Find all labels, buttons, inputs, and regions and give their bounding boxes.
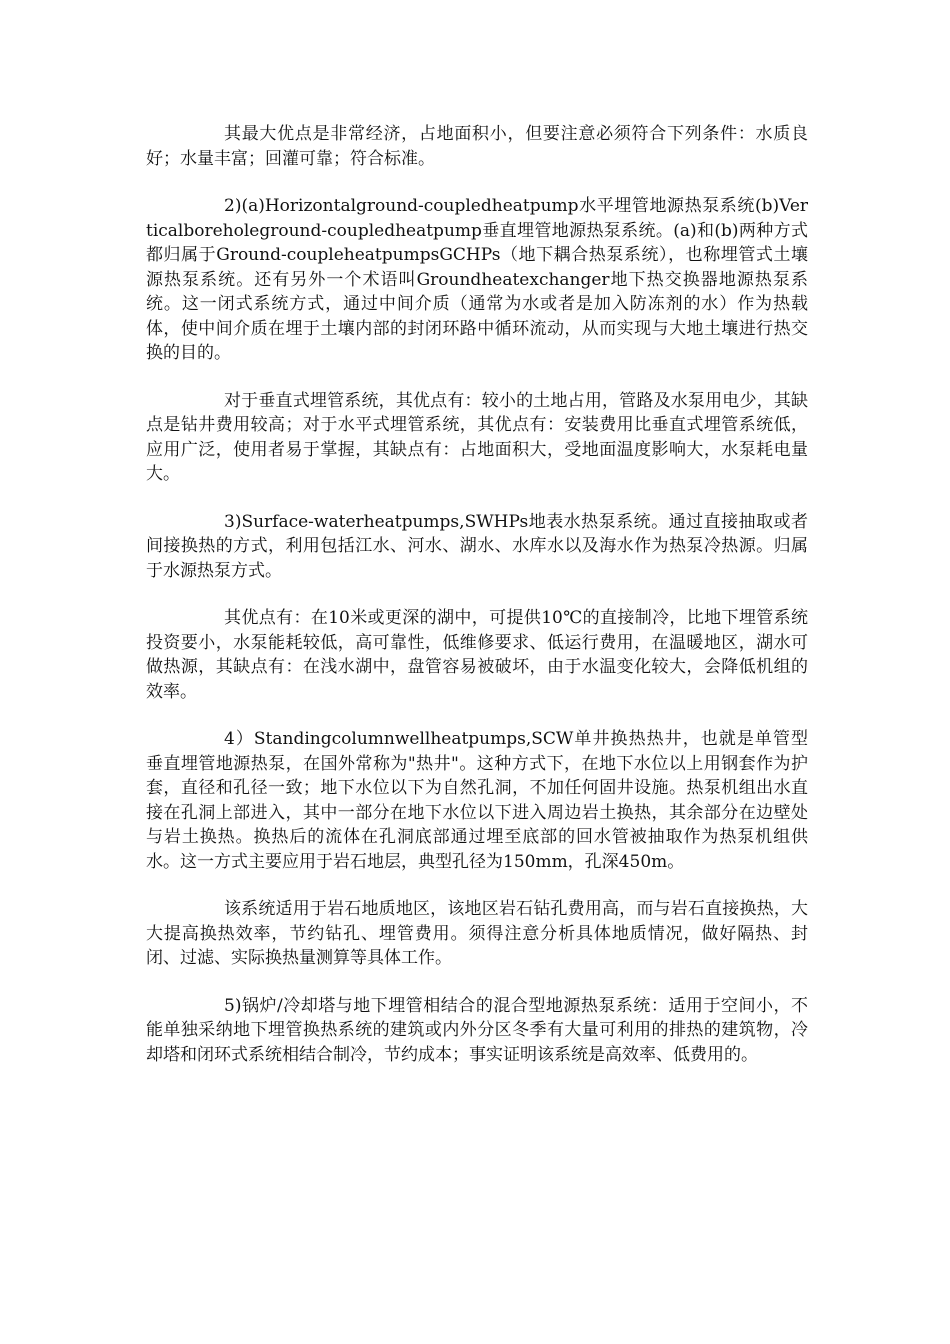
paragraph-vertical-horizontal-comparison: 对于垂直式埋管系统，其优点有：较小的土地占用，管路及水泵用电少，其缺点是钻井费用较高；对于水平式埋管系统，其优点有：安装费用比垂直式埋管系统低，应用广泛，使用者易于掌握，其缺点有：占地面积大，受地面温度影响大，水泵耗电量大。 [146,390,808,484]
paragraph-surface-water-heat-pumps: 3)Surface-waterheatpumps,SWHPs地表水热泵系统。通过直接抽取或者间接换热的方式，利用包括江水、河水、湖水、水库水以及海水作为热泵冷热源。归属于水源热泵方式。 [146,511,808,581]
paragraph-hybrid-system: 5)锅炉/冷却塔与地下埋管相结合的混合型地源热泵系统：适用于空间小，不能单独采纳地下埋管换热系统的建筑或内外分区冬季有大量可利用的排热的建筑物，冷却塔和闭环式系统相结合制冷，节约成本；事实证明该系统是高效率、低费用的。 [146,995,808,1065]
paragraph-ground-coupled-systems: 2)(a)Horizontalground-coupledheatpump水平埋管地源热泵系统(b)Verticalboreholeground-coupledheatpump垂直埋管地源热泵系统。(a)和(b)两种方式都归属于Ground-coupleheatpumpsGCHPs（地下耦合热泵系统），也称埋管式土壤源热泵系统。还有另外一个术语叫Groundheatexchanger地下热交换器地源热泵系统。这一闭式系统方式，通过中间介质（通常为水或者是加入防冻剂的水）作为热载体，使中间介质在埋于土壤内部的封闭环路中循环流动，从而实现与大地土壤进行热交换的目的。 [146,196,808,363]
paragraph-water-source-advantages: 其最大优点是非常经济，占地面积小，但要注意必须符合下列条件：水质良好；水量丰富；回灌可靠；符合标准。 [146,124,808,169]
paragraph-lake-advantages: 其优点有：在10米或更深的湖中，可提供10℃的直接制冷，比地下埋管系统投资要小，水泵能耗较低，高可靠性，低维修要求、低运行费用，在温暖地区，湖水可做热源，其缺点有：在浅水湖中，盘管容易被破坏，由于水温变化较大，会降低机组的效率。 [146,608,808,702]
document-body [146,122,808,1090]
paragraph-rock-geology-application: 该系统适用于岩石地质地区，该地区岩石钻孔费用高，而与岩石直接换热，大大提高换热效率，节约钻孔、埋管费用。须得注意分析具体地质情况，做好隔热、封闭、过滤、实际换热量测算等具体工作。 [146,899,808,968]
paragraph-standing-column-well: 4）Standingcolumnwellheatpumps,SCW单井换热热井，也就是单管型垂直埋管地源热泵，在国外常称为"热井"。这种方式下，在地下水位以上用钢套作为护套，直径和孔径一致；地下水位以下为自然孔洞，不加任何固井设施。热泵机组出水直接在孔洞上部进入，其中一部分在地下水位以下进入周边岩土换热，其余部分在边壁处与岩土换热。换热后的流体在孔洞底部通过埋至底部的回水管被抽取作为热泵机组供水。这一方式主要应用于岩石地层，典型孔径为150mm，孔深450m。 [146,729,808,872]
